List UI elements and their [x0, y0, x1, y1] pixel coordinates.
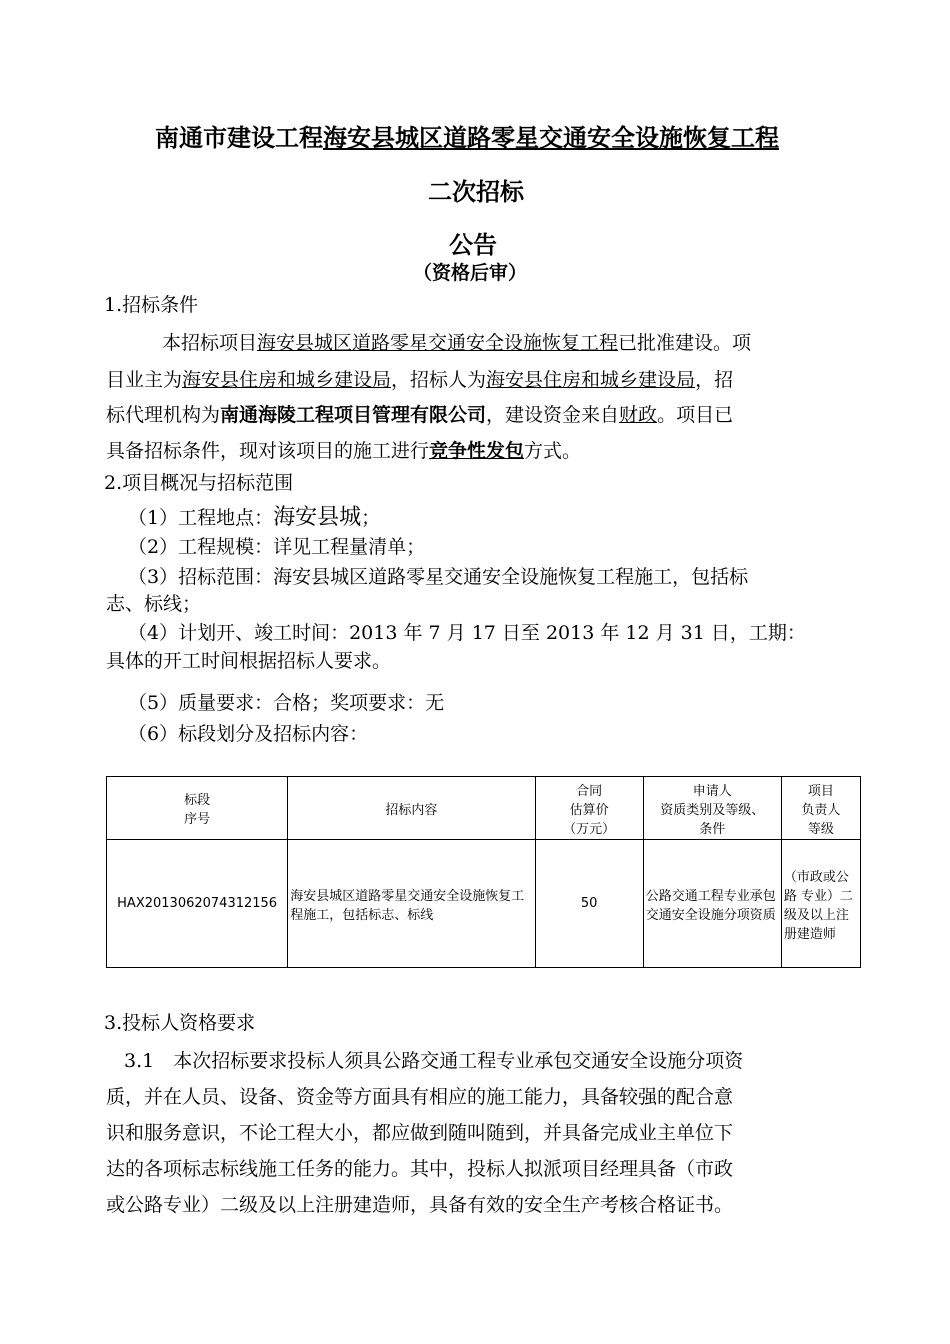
- section-1-line-3: [106, 400, 733, 427]
- text-span: 目业主为: [106, 369, 183, 391]
- title-project-name: 海安县城区道路零星交通安全设施恢复工程: [323, 124, 779, 152]
- section-3-line-5: 或公路专业）二级及以上注册建造师，具备有效的安全生产考核合格证书。: [106, 1194, 734, 1216]
- text-span: 具备招标条件，现对该项目的施工进行: [106, 440, 430, 462]
- section-3-line-2: 质，并在人员、设备、资金等方面具有相应的施工能力，具备较强的配合意: [106, 1086, 734, 1108]
- section-3-line-1: 3.1 本次招标要求投标人须具公路交通工程专业承包交通安全设施分项资: [124, 1050, 744, 1072]
- text-span: 方式。: [524, 440, 582, 462]
- owner-name: 海安县住房和城乡建设局: [182, 369, 392, 391]
- title-line-1: [155, 118, 779, 153]
- section-2-item-2: （2）工程规模：详见工程量清单；: [128, 536, 426, 558]
- section-2-item-4a: （4）计划开、竣工时间：2013 年 7 月 17 日至 2013 年 12 月 31 日，工期：: [128, 622, 806, 644]
- table-header-row: [107, 777, 861, 840]
- project-location: 海安县城: [273, 505, 362, 530]
- section-2-heading: 2.项目概况与招标范围: [104, 472, 294, 494]
- section-2-item-1: [128, 500, 380, 531]
- section-1-line-4: [106, 436, 581, 463]
- title-line-4: （资格后审）: [413, 262, 528, 284]
- header-estimate: 合同 估算价 （万元）: [535, 777, 643, 840]
- cell-content: 海安县城区道路零星交通安全设施恢复工程施工，包括标志、标线: [288, 840, 535, 968]
- text-span: 标代理机构为: [106, 404, 221, 426]
- bid-section-table: [106, 776, 861, 968]
- table-row: [107, 840, 861, 968]
- header-section-no: 标段 序号: [107, 777, 288, 840]
- text-span: 。项目已: [657, 404, 734, 426]
- title-line-3: 公告: [449, 231, 497, 259]
- contract-method: 竞争性发包: [429, 440, 525, 462]
- section-3-heading: 3.投标人资格要求: [104, 1012, 256, 1034]
- section-3-line-3: 识和服务意识，不论工程大小，都应做到随叫随到，并具备完成业主单位下: [106, 1122, 734, 1144]
- section-2-item-3a: （3）招标范围：海安县城区道路零星交通安全设施恢复工程施工，包括标: [128, 566, 749, 588]
- header-qualification: 申请人 资质类别及等级、 条件: [643, 777, 781, 840]
- section-1-line-1: [162, 328, 751, 355]
- cell-section-no: HAX2013062074312156: [107, 840, 288, 968]
- header-content: 招标内容: [288, 777, 535, 840]
- section-2-item-3b: 志、标线；: [106, 593, 202, 615]
- title-line-2: 二次招标: [428, 178, 524, 206]
- text-span: ，招: [695, 369, 734, 391]
- funding-source: 财政: [619, 404, 658, 426]
- cell-qualification: 公路交通工程专业承包交通安全设施分项资质: [643, 840, 781, 968]
- text-span: ，建设资金来自: [486, 404, 620, 426]
- text-span: （1）工程地点：: [128, 507, 274, 529]
- section-1-line-2: [106, 365, 733, 392]
- header-manager-level: 项目 负责人 等级: [781, 777, 860, 840]
- title-prefix: 南通市建设工程: [155, 124, 323, 152]
- text-span: ；: [361, 507, 381, 529]
- section-2-item-6: （6）标段划分及招标内容：: [128, 723, 369, 745]
- text-span: 已批准建设。项: [618, 332, 752, 354]
- section-3-line-4: 达的各项标志标线施工任务的能力。其中，投标人拟派项目经理具备（市政: [106, 1158, 734, 1180]
- section-2-item-4b: 具体的开工时间根据招标人要求。: [106, 650, 392, 672]
- text-span: ，招标人为: [391, 369, 487, 391]
- cell-estimate: 50: [535, 840, 643, 968]
- section-1-heading: 1.招标条件: [104, 294, 199, 316]
- cell-manager-level: （市政或公 路 专业）二级及以上注册建造师: [781, 840, 860, 968]
- section-2-item-5: （5）质量要求：合格；奖项要求：无: [128, 692, 445, 714]
- agency-name: 南通海陵工程项目管理有限公司: [220, 404, 487, 426]
- tenderer-name: 海安县住房和城乡建设局: [486, 369, 696, 391]
- project-name-link: 海安县城区道路零星交通安全设施恢复工程: [257, 332, 619, 354]
- text-span: 本招标项目: [162, 332, 258, 354]
